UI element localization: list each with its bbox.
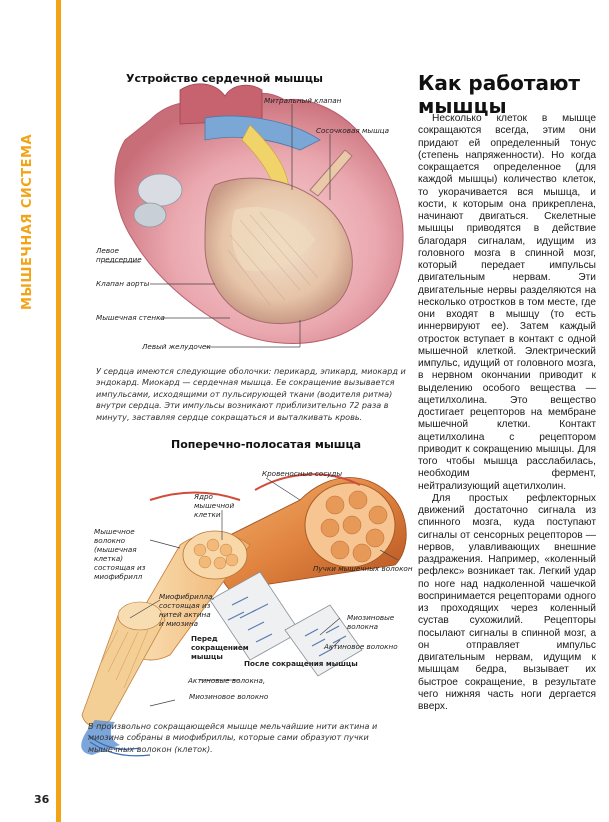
article-paragraph: Для простых рефлекторных движений достаточно сигнала из спинного мозга, куда поступают сигналы от сенсорных рецепторов — нервов, улавливающих внешние раздражения. Например, «коленный рефлекс» возникает так. Легкий удар по ноге над надколенной чашечкой воспринимается рецепторами одного из проходящих через коленный сустав сухожилий. Рецепторы посылают сигналы в спинной мозг, а он отправляет импульс двигательным нервам, идущим к мышцам бедра, вызывает их быстрое сокращение, в результате чего нижняя часть ноги дергается вверх. xyxy=(418,492,596,712)
label-aortic-valve: Клапан аорты xyxy=(96,279,150,288)
label-blood-vessels: Кровеносные сосуды xyxy=(262,469,343,478)
article-body xyxy=(418,113,596,713)
heart-caption: У сердца имеются следующие оболочки: перикард, эпикард, миокард и эндокард. Миокард — сердечная мышца. Ее сокращение вызывается импульсами, исходящими от пульсирующей ткани (водителя ритма) внутри сердца. Эти импульсы возникают приблизительно 72 раза в минуту, заставляя сердце сокращаться и выталкивать кровь. xyxy=(96,366,406,422)
striated-caption: В произвольно сокращающейся мышце мельчайшие нити актина и миозина собраны в миофибриллы, которые сами образуют пучки мышечных волокон (клеток). xyxy=(88,721,378,754)
article-paragraph: Несколько клеток в мышце сокращаются всегда, этим они придают ей определенный тонус (степень напряженности). Но когда сокращается определенное (для каждой мышцы) количество клеток, то укорачивается вся мышца, и кости, к которым она прикреплена, начинают двигаться. Скелетные мышцы приводятся в действие благодаря сигналам, идущим из головного мозга в спинной мозг, который передает импульсы двигательным нервам. Эти двигательные нервы разделяются на несколько отростков в том месте, где они входят в мышцу (то есть иннервируют ее). Затем каждый отросток вступает в контакт с одной мышечной клеткой. Электрический импульс, идущий от головного мозга, в нервном окончании приводит к выделению особого вещества — ацетилхолина. Это вещество достигает рецепторов на мембране мышечной клетки. Контакт ацетилхолина с рецептором приводит к сокращению мышцы. Для того чтобы мышца расслабилась, необходим фермент, нейтрализующий ацетилхолин. xyxy=(418,113,596,492)
heart-figure-title: Устройство сердечной мышцы xyxy=(126,72,323,85)
label-left-ventricle: Левый желудочек xyxy=(142,342,211,351)
page-number: 36 xyxy=(34,793,50,806)
label-left-atrium: Левое предсердие xyxy=(96,246,142,264)
label-myosin-filaments: Миозиновые волокна xyxy=(347,613,395,631)
striated-figure-title: Поперечно-полосатая мышца xyxy=(171,438,362,451)
section-title: МЫШЕЧНАЯ СИСТЕМА xyxy=(20,133,35,310)
label-actin-filaments: Актиновые волокна, xyxy=(188,676,266,685)
label-papillary-muscle: Сосочковая мышца xyxy=(316,126,389,135)
label-myosin-fiber: Миозиновое волокно xyxy=(189,692,269,701)
label-before-contraction: Перед сокращением мышцы xyxy=(191,634,249,661)
label-after-contraction: После сокращения мышцы xyxy=(244,659,358,668)
label-cell-nucleus: Ядро мышечной клетки xyxy=(194,492,235,519)
label-fiber-bundles: Пучки мышечных волокон xyxy=(313,564,413,573)
label-mitral-valve: Митральный клапан xyxy=(264,96,342,105)
heart-drawing xyxy=(115,84,403,344)
label-muscle-fiber: Мышечное волокно (мышечная клетка) состоящая из миофибрилл xyxy=(94,527,146,581)
label-actin-filament-right: Актиновое волокно xyxy=(324,642,398,651)
label-muscle-wall: Мышечная стенка xyxy=(96,313,165,322)
label-myofibril: Миофибрилла, состоящая из нитей актина и миозина xyxy=(159,592,215,628)
article-title: Как работают мышцы xyxy=(418,71,581,118)
